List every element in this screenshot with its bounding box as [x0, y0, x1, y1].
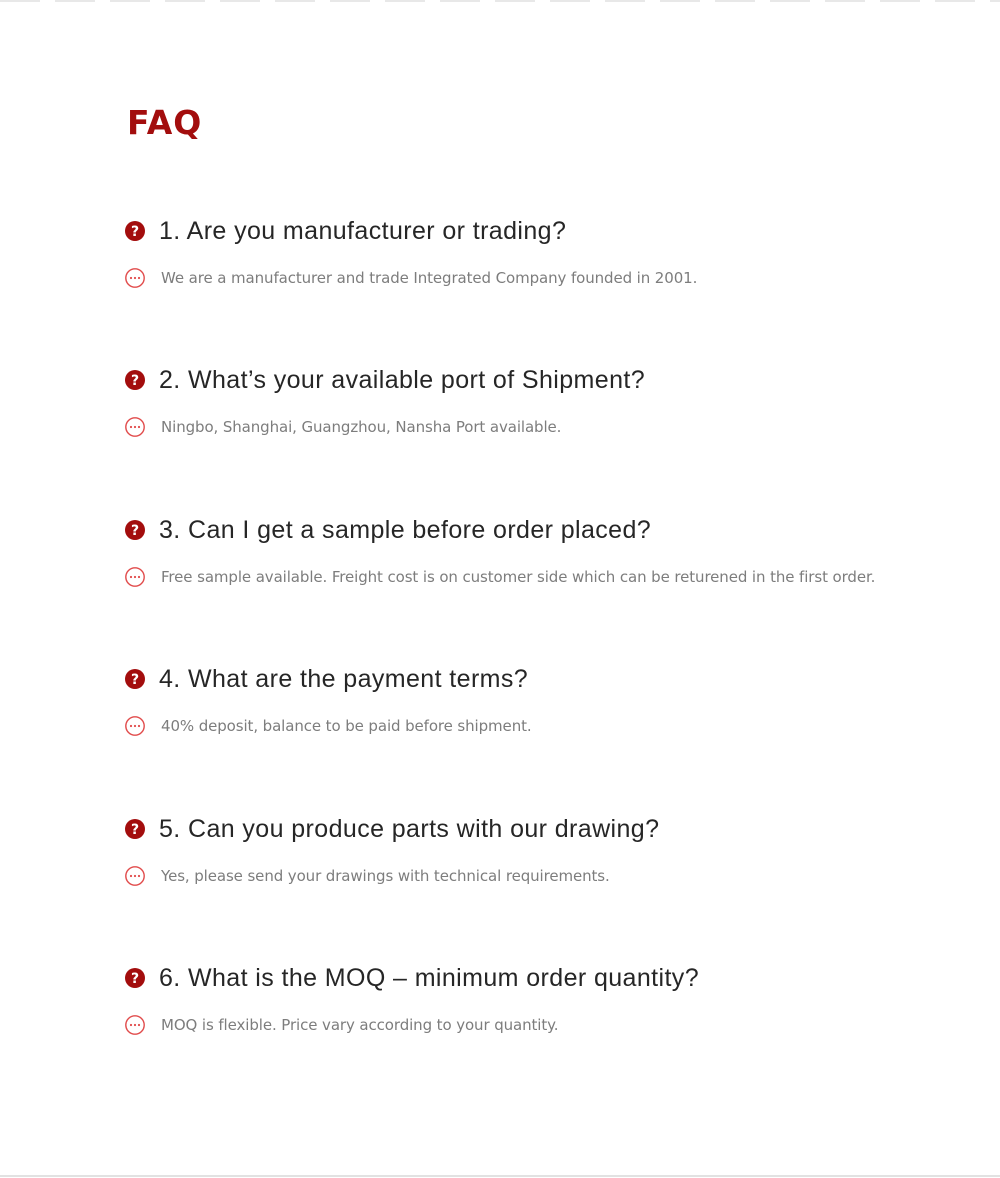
ellipsis-circle-icon: [124, 267, 146, 289]
faq-question: 5. Can you produce parts with our drawing?: [159, 814, 660, 843]
faq-answer: We are a manufacturer and trade Integrated Company founded in 2001.: [161, 269, 698, 287]
faq-question: 6. What is the MOQ – minimum order quantity?: [159, 963, 700, 992]
ellipsis-circle-icon: [124, 416, 146, 438]
question-circle-icon: [124, 967, 146, 989]
faq-item: [124, 513, 924, 613]
faq-answer-row: [124, 1013, 558, 1037]
svg-text:?: ?: [130, 224, 140, 240]
faq-question: 3. Can I get a sample before order placed?: [159, 515, 652, 544]
top-divider: [0, 0, 1000, 2]
faq-question: 2. What’s your available port of Shipment?: [159, 365, 646, 394]
faq-item: [124, 812, 924, 912]
faq-answer-row: [124, 266, 697, 290]
faq-question-row: [124, 961, 699, 995]
svg-text:?: ?: [130, 672, 140, 688]
bottom-divider: [0, 1175, 1000, 1177]
question-circle-icon: [124, 369, 146, 391]
svg-text:?: ?: [130, 373, 140, 389]
faq-answer: 40% deposit, balance to be paid before shipment.: [161, 717, 532, 735]
faq-question-row: [124, 812, 659, 846]
ellipsis-circle-icon: [124, 865, 146, 887]
faq-question-row: [124, 363, 645, 397]
svg-text:?: ?: [130, 523, 140, 539]
faq-answer: Ningbo, Shanghai, Guangzhou, Nansha Port available.: [161, 418, 562, 436]
faq-item: [124, 662, 924, 762]
faq-answer-row: [124, 565, 875, 589]
faq-question: 4. What are the payment terms?: [159, 664, 529, 693]
faq-question: 1. Are you manufacturer or trading?: [159, 216, 567, 245]
faq-item: [124, 363, 924, 463]
faq-answer-row: [124, 864, 610, 888]
faq-item: [124, 214, 924, 314]
svg-text:?: ?: [130, 971, 140, 987]
faq-question-row: [124, 662, 528, 696]
ellipsis-circle-icon: [124, 1014, 146, 1036]
faq-item: [124, 961, 924, 1061]
svg-text:?: ?: [130, 822, 140, 838]
ellipsis-circle-icon: [124, 715, 146, 737]
question-circle-icon: [124, 519, 146, 541]
faq-answer: Yes, please send your drawings with technical requirements.: [161, 867, 610, 885]
question-circle-icon: [124, 220, 146, 242]
ellipsis-circle-icon: [124, 566, 146, 588]
question-circle-icon: [124, 668, 146, 690]
faq-question-row: [124, 513, 651, 547]
faq-answer: MOQ is flexible. Price vary according to your quantity.: [161, 1016, 559, 1034]
faq-question-row: [124, 214, 566, 248]
page-title: FAQ: [127, 103, 203, 142]
question-circle-icon: [124, 818, 146, 840]
faq-answer-row: [124, 714, 532, 738]
faq-answer-row: [124, 415, 561, 439]
faq-answer: Free sample available. Freight cost is on customer side which can be returened in the first order.: [161, 568, 876, 586]
